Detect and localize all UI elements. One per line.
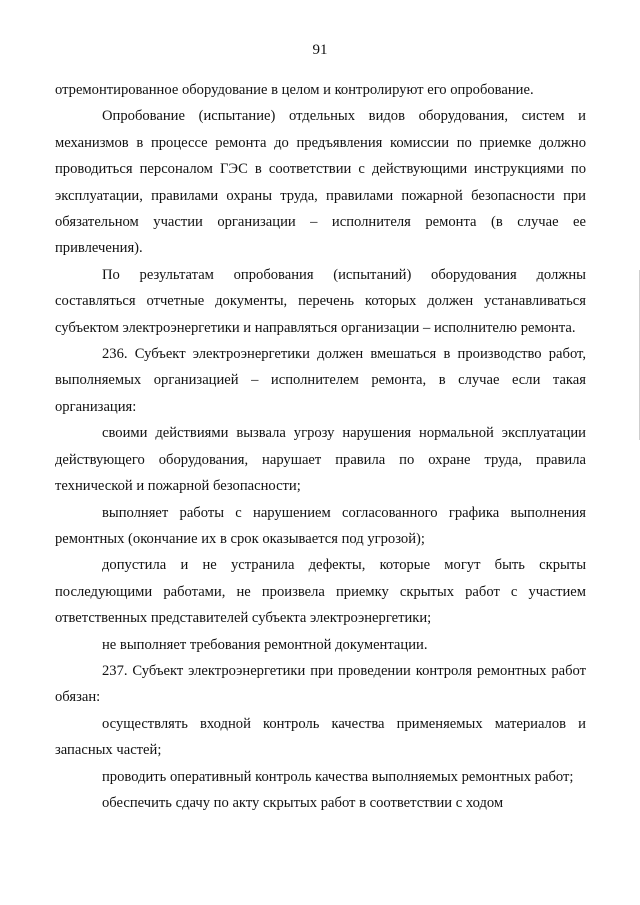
- paragraph-11: проводить оперативный контроль качества выполняемых ремонтных работ;: [102, 768, 574, 785]
- paragraph-4: 236. Субъект электроэнергетики должен вмешаться в производство работ, выполняемых организацией – исполнителем ремонта, в случае если такая организация:: [55, 346, 586, 415]
- paragraph-7: допустила и не устранила дефекты, которые могут быть скрыты последующими работами, не произвела приемку скрытых работ с участием ответственных представителей субъекта электроэнергетики;: [55, 557, 586, 627]
- page-number: 91: [312, 42, 328, 58]
- paragraph-9: 237. Субъект электроэнергетики при проведении контроля ремонтных работ обязан:: [55, 662, 586, 706]
- paragraph-12: обеспечить сдачу по акту скрытых работ в соответствии с ходом: [102, 794, 504, 811]
- body-text: [55, 77, 586, 816]
- paragraph-10: осуществлять входной контроль качества применяемых материалов и запасных частей;: [55, 715, 586, 759]
- paragraph-5: своими действиями вызвала угрозу нарушения нормальной эксплуатации действующего оборудования, нарушает правила по охране труда, правила технической и пожарной безопасности;: [55, 425, 586, 495]
- paragraph-1: отремонтированное оборудование в целом и контролируют его опробование.: [55, 82, 534, 98]
- paragraph-8: не выполняет требования ремонтной документации.: [102, 636, 428, 653]
- paragraph-2: Опробование (испытание) отдельных видов оборудования, систем и механизмов в процессе ремонта до предъявления комиссии по приемке должно проводиться персоналом ГЭС в соответствии с действующими инструкциями по эксплуатации, правилами охраны труда, правилами пожарной безопасности при обязательном участии организации – исполнителя ремонта (в случае ее привлечения).: [55, 108, 586, 257]
- paragraph-3: По результатам опробования (испытаний) оборудования должны составляться отчетные документы, перечень которых должен устанавливаться субъектом электроэнергетики и направляться организации – исполнителю ремонта.: [55, 266, 586, 336]
- paragraph-6: выполняет работы с нарушением согласованного графика выполнения ремонтных (окончание их в срок оказывается под угрозой);: [55, 504, 586, 547]
